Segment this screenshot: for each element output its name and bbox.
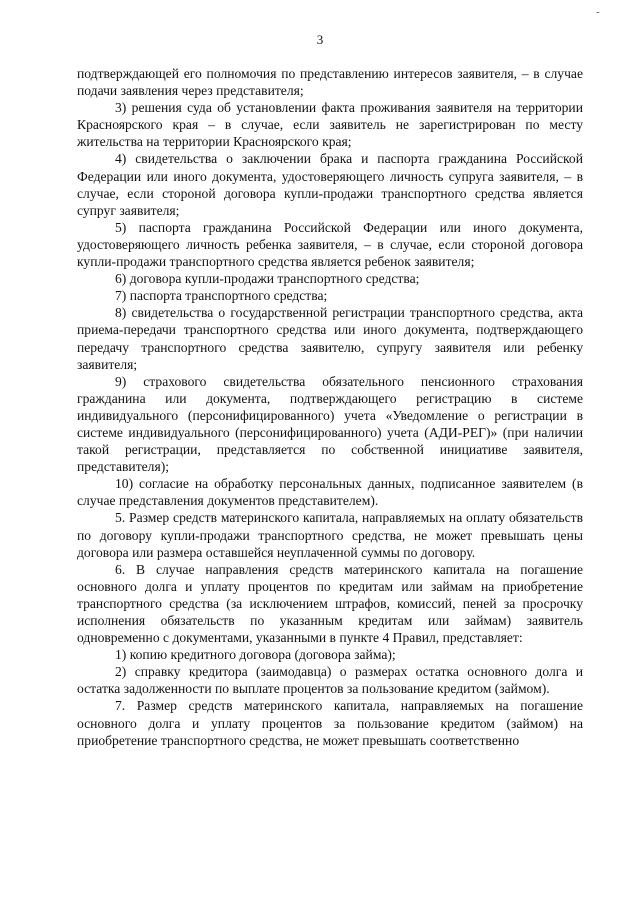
paragraph-clause-5: 5. Размер средств материнского капитала, направляемых на оплату обязательств по договору купли-продажи транспортного средства, не может превышать цены договора или размера оставшейся неуплаченной суммы по договору.: [77, 510, 583, 560]
page-number: 3: [316, 32, 324, 47]
paragraph-item-7: 7) паспорта транспортного средства;: [115, 288, 328, 304]
corner-mark: -: [596, 6, 600, 18]
paragraph-item-4: 4) свидетельства о заключении брака и паспорта гражданина Российской Федерации или иного документа, удостоверяющего личность супруга заявителя, – в случае, если стороной договора купли-продажи транспортного средства является супруг заявителя;: [77, 151, 583, 218]
paragraph-clause-6-item-1: 1) копию кредитного договора (договора займа);: [115, 647, 396, 663]
paragraph-clause-6: 6. В случае направления средств материнского капитала на погашение основного долга и уплату процентов по кредитам или займам на приобретение транспортного средства (за исключением штрафов, комиссий, пеней за просрочку исполнения обязательств по указанным кредитам или займам) заявитель одновременно с документами, указанными в пункте 4 Правил, представляет:: [77, 561, 583, 646]
paragraph-item-3: 3) решения суда об установлении факта проживания заявителя на территории Красноярского края – в случае, если заявитель не зарегистрирован по месту жительства на территории Красноярского края;: [77, 100, 583, 150]
paragraph-clause-6-item-2: 2) справку кредитора (заимодавца) о размерах остатка основного долга и остатка задолженности по выплате процентов за пользование кредитом (займом).: [77, 664, 583, 697]
document-body: [77, 65, 583, 749]
paragraph-item-9: 9) страхового свидетельства обязательного пенсионного страхования гражданина или документа, подтверждающего регистрацию в системе индивидуального (персонифицированного) учета «Уведомление о регистрации в системе индивидуального (персонифицированного) учета (АДИ-РЕГ)» (при наличии такой регистрации, представляется по собственной инициативе заявителя, представителя);: [77, 373, 583, 475]
paragraph-clause-7: 7. Размер средств материнского капитала, направляемых на погашение основного долга и уплату процентов за пользование кредитом (займом) на приобретение транспортного средства, не может превышать соответственно: [77, 698, 583, 748]
paragraph-continued: подтверждающей его полномочия по представлению интересов заявителя, – в случае подачи заявления через представителя;: [77, 66, 583, 99]
paragraph-item-10: 10) согласие на обработку персональных данных, подписанное заявителем (в случае представления документов представителем).: [77, 476, 583, 509]
paragraph-item-5: 5) паспорта гражданина Российской Федерации или иного документа, удостоверяющего личность ребенка заявителя, – в случае, если стороной договора купли-продажи транспортного средства является ребенок заявителя;: [77, 219, 583, 270]
paragraph-item-8: 8) свидетельства о государственной регистрации транспортного средства, акта приема-передачи транспортного средства или иного документа, подтверждающего передачу транспортного средства заявителю, супругу заявителя или ребенку заявителя;: [77, 305, 583, 372]
paragraph-item-6: 6) договора купли-продажи транспортного средства;: [115, 271, 420, 287]
